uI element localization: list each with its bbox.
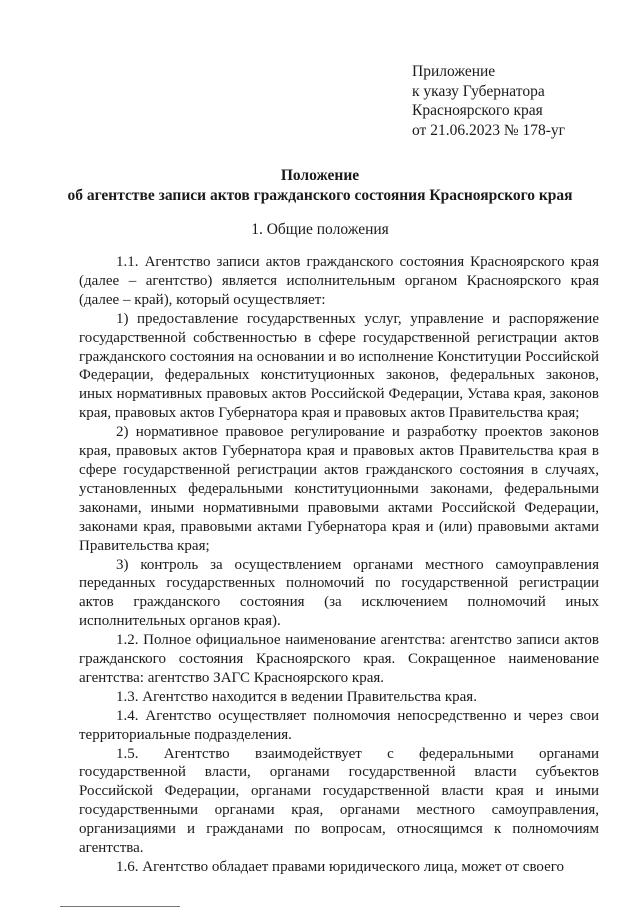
paragraph-1-5: 1.5. Агентство взаимодействует с федеральными органами государственной власти, органами государственной власти субъектов Российской Федерации, органами государственной власти края и иными государственными органами края, органами местного самоуправления, организациями и гражданами по вопросам, относящимся к полномочиям агентства. (79, 745, 599, 857)
document-body (79, 253, 599, 877)
paragraph-1-1: 1.1. Агентство записи актов гражданского состояния Красноярского края (далее – агентство) является исполнительным органом Красноярского края (далее – край), который осуществляет: (79, 254, 599, 308)
paragraph-1-6: 1.6. Агентство обладает правами юридического лица, может от своего (116, 859, 565, 875)
document-title: Положение (280, 167, 360, 184)
appendix-block (412, 62, 565, 140)
paragraph-item-1: 1) предоставление государственных услуг, управление и распоряжение государственной собственностью в сфере государственной регистрации актов гражданского состояния на основании и во исполнение Конституции Российской Федерации, федеральных конституционных законов, федеральных законов, иных нормативных правовых актов Российской Федерации, Устава края, законов края, правовых актов Губернатора края и правовых актов Правительства края; (79, 310, 599, 422)
paragraph-item-3: 3) контроль за осуществлением органами местного самоуправления переданных государственных полномочий по государственной регистрации актов гражданского состояния (за исключением полномочий иных исполнительных органов края). (79, 556, 599, 630)
page-bottom-divider (60, 906, 180, 907)
paragraph-item-2: 2) нормативное правовое регулирование и разработку проектов законов края, правовых актов Губернатора края и правовых актов Правительства края в сфере государственной регистрации актов гражданского состояния в случаях, установленных федеральными конституционными законами, федеральными законами, иными нормативными правовыми актами Российской Федерации, законами края, правовыми актами Губернатора края и (или) правовыми актами Правительства края; (79, 424, 599, 554)
appendix-line-4: от 21.06.2023 № 178-уг (412, 121, 566, 139)
paragraph-1-2: 1.2. Полное официальное наименование агентства: агентство записи актов гражданского состояния Красноярского края. Сокращенное наименование агентства: агентство ЗАГС Красноярского края. (79, 632, 599, 686)
document-subtitle: об агентстве записи актов гражданского состояния Красноярского края (67, 187, 573, 204)
appendix-line-3: Красноярского края (412, 102, 543, 119)
paragraph-1-3: 1.3. Агентство находится в ведении Правительства края. (116, 688, 477, 705)
section-heading: 1. Общие положения (251, 221, 389, 238)
appendix-line-1: Приложение (412, 63, 496, 80)
paragraph-1-4: 1.4. Агентство осуществляет полномочия непосредственно и через свои территориальные подразделения. (79, 707, 599, 743)
appendix-line-2: к указу Губернатора (412, 82, 545, 100)
